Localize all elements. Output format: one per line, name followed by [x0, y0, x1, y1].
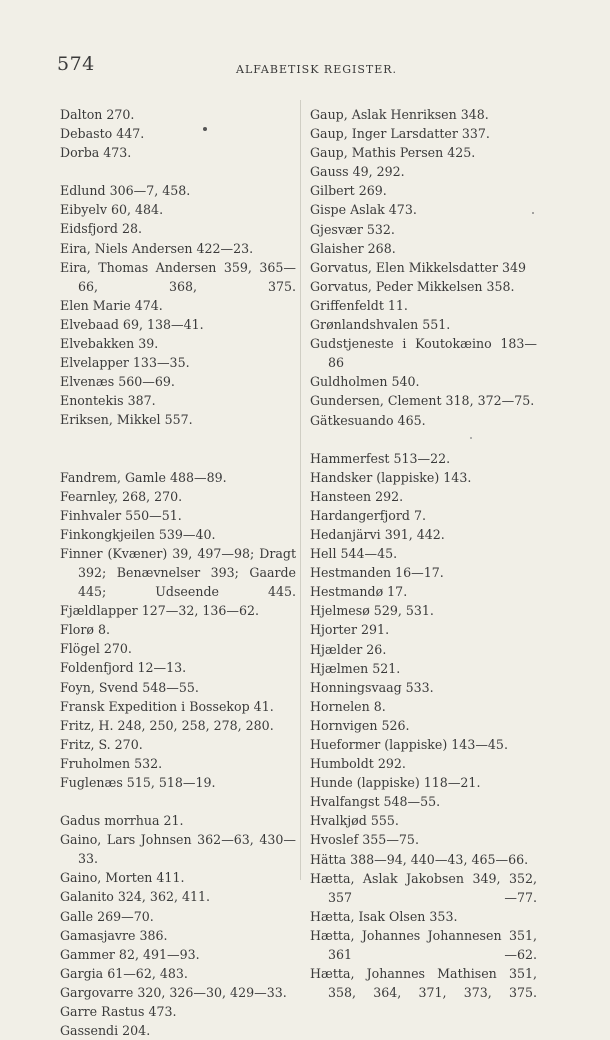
index-entry: Hætta, Johannes Mathisen 351, 358, 364, 371, 373, 375. [310, 966, 537, 1001]
index-entry: Gargovarre 320, 326—30, 429—33. [60, 984, 287, 1000]
right-column [310, 105, 537, 1002]
index-entry: Hvalkjød 555. [310, 813, 399, 829]
index-entry: Dalton 270. [60, 107, 135, 122]
index-entry: Hardangerfjord 7. [310, 507, 426, 523]
index-entry: Gauss 49, 292. [310, 164, 405, 180]
print-speck [203, 127, 207, 131]
index-entry: Hjælder 26. [310, 641, 387, 657]
index-entry: Finhvaler 550—51. [60, 507, 182, 523]
index-entry: Eira, Niels Andersen 422—23. [60, 240, 254, 256]
index-entry: Gilbert 269. [310, 183, 387, 199]
index-entry: Hueformer (lappiske) 143—45. [310, 737, 508, 752]
index-entry: Foyn, Svend 548—55. [60, 679, 199, 695]
section-gap [60, 449, 296, 468]
index-entry: Elvebakken 39. [60, 336, 159, 352]
index-entry: Fruholmen 532. [60, 755, 163, 771]
index-entry: Hedanjärvi 391, 442. [310, 526, 445, 542]
print-speck [470, 437, 472, 439]
section-gap [60, 162, 296, 181]
index-entry: Elvelapper 133—35. [60, 355, 190, 371]
index-entry: Hansteen 292. [310, 488, 404, 504]
index-entry: Hestmanden 16—17. [310, 565, 444, 581]
index-entry: Hjælmen 521. [310, 660, 401, 676]
index-entry: Eidsfjord 28. [60, 221, 143, 237]
index-entry: Gorvatus, Peder Mikkelsen 358. [310, 278, 515, 294]
page-number: 574 [57, 53, 95, 75]
index-entry: Fearnley, 268, 270. [60, 488, 183, 504]
index-entry: Fritz, S. 270. [60, 736, 143, 752]
index-entry: Griffenfeldt 11. [310, 297, 408, 313]
print-speck [532, 212, 534, 214]
index-entry: Eira, Thomas Andersen 359, 365—66, 368, 375. [60, 259, 296, 294]
index-entry: Hætta, Johannes Johannesen 351, 361 —62. [310, 927, 537, 963]
section-gap [60, 430, 296, 449]
index-entry: Gassendi 204. [60, 1023, 151, 1039]
index-entry: Hvoslef 355—75. [310, 832, 419, 848]
index-entry: Gundersen, Clement 318, 372—75. [310, 393, 535, 409]
index-entry: Eibyelv 60, 484. [60, 202, 164, 218]
index-entry: Hjorter 291. [310, 622, 390, 638]
section-gap [310, 430, 537, 449]
index-entry: Fandrem, Gamle 488—89. [60, 469, 227, 485]
index-entry: Hornvigen 526. [310, 717, 410, 733]
index-entry: Hjelmesø 529, 531. [310, 603, 434, 619]
index-entry: Hätta 388—94, 440—43, 465—66. [310, 851, 529, 867]
index-entry: Gaup, Aslak Henriksen 348. [310, 107, 489, 122]
index-entry: Foldenfjord 12—13. [60, 660, 187, 676]
section-gap [60, 792, 296, 811]
index-entry: Hætta, Isak Olsen 353. [310, 908, 458, 924]
index-entry: Dorba 473. [60, 145, 132, 161]
index-entry: Finner (Kvæner) 39, 497—98; Dragt 392; Benævnelser 393; Gaarde 445; Udseende 445. [60, 545, 296, 600]
running-header: ALFABETISK REGISTER. [236, 63, 398, 76]
index-entry: Grønlandshvalen 551. [310, 317, 451, 333]
index-entry: Handsker (lappiske) 143. [310, 469, 472, 485]
index-entry: Elvebaad 69, 138—41. [60, 316, 204, 332]
column-divider [300, 100, 301, 880]
index-entry: Gadus morrhua 21. [60, 813, 184, 829]
index-entry: Hvalfangst 548—55. [310, 794, 441, 810]
index-entry: Gjesvær 532. [310, 221, 395, 237]
index-entry: Honningsvaag 533. [310, 679, 434, 695]
index-entry: Fransk Expedition i Bossekop 41. [60, 698, 274, 714]
index-entry: Gammer 82, 491—93. [60, 946, 200, 962]
index-entry: Fjældlapper 127—32, 136—62. [60, 603, 260, 619]
index-entry: Florø 8. [60, 622, 110, 638]
index-entry: Enontekis 387. [60, 393, 156, 409]
index-entry: Elvenæs 560—69. [60, 374, 175, 390]
left-column [60, 105, 296, 1040]
index-entry: Finkongkjeilen 539—40. [60, 526, 216, 542]
index-entry: Gargia 61—62, 483. [60, 965, 188, 981]
index-entry: Edlund 306—7, 458. [60, 183, 191, 199]
index-entry: Hætta, Aslak Jakobsen 349, 352, 357 —77. [310, 870, 537, 905]
index-entry: Gorvatus, Elen Mikkelsdatter 349 [310, 259, 527, 275]
index-entry: Garre Rastus 473. [60, 1004, 177, 1020]
index-entry: Gaino, Morten 411. [60, 870, 185, 886]
index-entry: Guldholmen 540. [310, 374, 420, 390]
index-entry: Galle 269—70. [60, 908, 154, 924]
index-entry: Fritz, H. 248, 250, 258, 278, 280. [60, 717, 274, 733]
index-entry: Debasto 447. [60, 126, 145, 142]
index-entry: Galanito 324, 362, 411. [60, 889, 211, 905]
index-entry: Hammerfest 513—22. [310, 450, 451, 466]
index-entry: Eriksen, Mikkel 557. [60, 412, 193, 428]
index-entry: Gätkesuando 465. [310, 412, 426, 428]
index-entry: Hunde (lappiske) 118—21. [310, 775, 481, 791]
index-entry: Fuglenæs 515, 518—19. [60, 775, 216, 790]
index-entry: Gispe Aslak 473. [310, 202, 417, 218]
index-entry: Hestmandø 17. [310, 584, 408, 600]
index-entry: Elen Marie 474. [60, 297, 163, 313]
index-entry: Gamasjavre 386. [60, 927, 168, 943]
index-entry: Gaup, Inger Larsdatter 337. [310, 126, 490, 142]
index-entry: Glaisher 268. [310, 240, 396, 256]
index-entry: Hell 544—45. [310, 546, 398, 562]
index-entry: Gaino, Lars Johnsen 362—63, 430—33. [60, 832, 296, 867]
index-entry: Humboldt 292. [310, 756, 406, 772]
index-entry: Hornelen 8. [310, 698, 386, 714]
index-entry: Gudstjeneste i Koutokæino 183—86 [310, 336, 537, 371]
index-entry: Gaup, Mathis Persen 425. [310, 145, 476, 161]
index-entry: Flögel 270. [60, 641, 132, 657]
